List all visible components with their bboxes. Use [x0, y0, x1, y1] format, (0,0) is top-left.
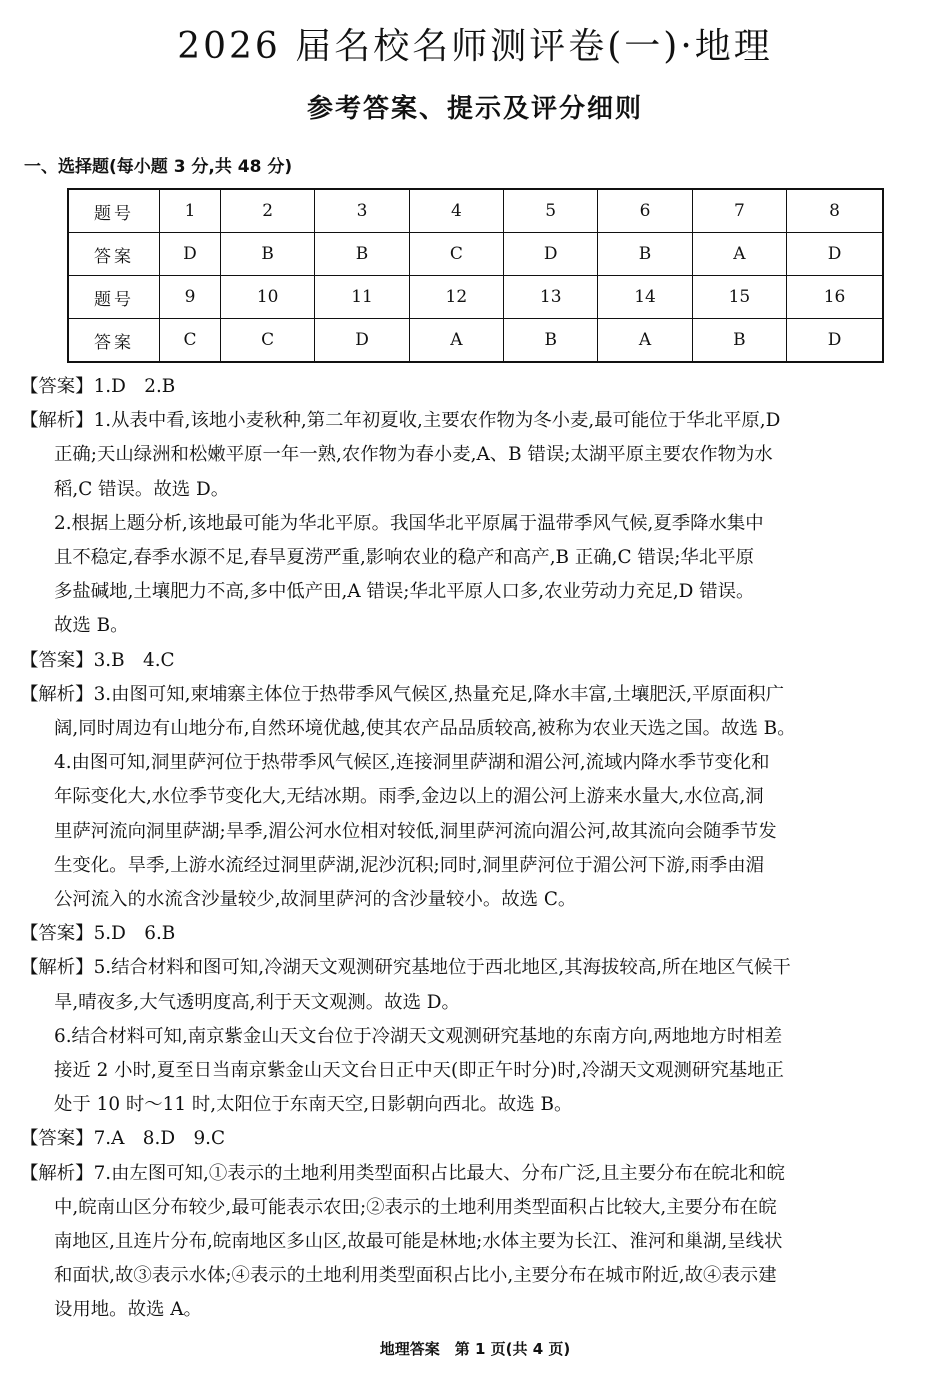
table-cell: 9	[160, 276, 221, 319]
table-cell: 7	[692, 189, 786, 233]
analysis-line: 阔,同时周边有山地分布,自然环境优越,使其农产品品质较高,被称为农业天选之国。故选 B。	[54, 718, 796, 740]
answer-line: 【答案】1.D 2.B	[20, 376, 176, 397]
analysis-line: 和面状,故③表示水体;④表示的土地利用类型面积占比小,主要分布在城市附近,故④表示建	[54, 1265, 777, 1287]
table-cell: 15	[692, 276, 786, 319]
analysis-line: 南地区,且连片分布,皖南地区多山区,故最可能是林地;水体主要为长江、淮河和巢湖,呈线状	[54, 1231, 783, 1253]
table-row	[68, 319, 883, 363]
table-cell: 8	[787, 189, 883, 233]
analysis-line: 旱,晴夜多,大气透明度高,利于天文观测。故选 D。	[54, 991, 460, 1013]
analysis-line: 里萨河流向洞里萨湖;旱季,湄公河水位相对较低,洞里萨河流向湄公河,故其流向会随季节发	[54, 820, 777, 842]
table-cell: 4	[409, 189, 503, 233]
table-cell: D	[504, 233, 598, 276]
table-cell: 10	[221, 276, 315, 319]
analysis-line: 中,皖南山区分布较少,最可能表示农田;②表示的土地利用类型面积占比较大,主要分布在皖	[54, 1196, 777, 1218]
analysis-line: 接近 2 小时,夏至日当南京紫金山天文台日正中天(即正午时分)时,冷湖天文观测研究基地正	[54, 1060, 784, 1082]
analysis-line: 稻,C 错误。故选 D。	[54, 478, 230, 500]
table-cell: C	[221, 319, 315, 363]
table-cell: 1	[160, 189, 221, 233]
table-cell: D	[315, 319, 409, 363]
analysis-line: 处于 10 时～11 时,太阳位于东南天空,日影朝向西北。故选 B。	[54, 1094, 573, 1116]
analysis-line: 2.根据上题分析,该地最可能为华北平原。我国华北平原属于温带季风气候,夏季降水集中	[54, 512, 764, 534]
analysis-line: 故选 B。	[54, 615, 129, 637]
answer-line: 【答案】3.B 4.C	[20, 649, 175, 671]
table-cell: 11	[315, 276, 409, 319]
analysis-line: 【解析】3.由图可知,柬埔寨主体位于热带季风气候区,热量充足,降水丰富,土壤肥沃,平原面积广	[20, 683, 785, 705]
table-cell: C	[409, 233, 503, 276]
table-cell: A	[598, 319, 692, 363]
analysis-line: 设用地。故选 A。	[54, 1299, 202, 1321]
table-row	[68, 189, 883, 233]
table-row	[68, 233, 883, 276]
analysis-line: 6.结合材料可知,南京紫金山天文台位于冷湖天文观测研究基地的东南方向,两地地方时相差	[54, 1025, 783, 1047]
table-cell: 12	[409, 276, 503, 319]
table-cell: 13	[504, 276, 598, 319]
table-cell: 3	[315, 189, 409, 233]
table-row	[68, 276, 883, 319]
table-cell: 5	[504, 189, 598, 233]
table-cell: C	[160, 319, 221, 363]
page-subtitle: 参考答案、提示及评分细则	[306, 94, 643, 124]
analysis-line: 4.由图可知,洞里萨河位于热带季风气候区,连接洞里萨湖和湄公河,流域内降水季节变化和	[54, 752, 770, 774]
table-cell: D	[160, 233, 221, 276]
table-cell: B	[504, 319, 598, 363]
table-cell: D	[787, 319, 883, 363]
answer-table	[67, 188, 884, 363]
table-cell: 2	[221, 189, 315, 233]
page-footer: 地理答案 第 1 页(共 4 页)	[379, 1340, 571, 1358]
table-cell: B	[598, 233, 692, 276]
analysis-line: 生变化。旱季,上游水流经过洞里萨湖,泥沙沉积;同时,洞里萨河位于湄公河下游,雨季由湄	[54, 854, 765, 876]
table-cell: 题号	[68, 276, 160, 319]
answer-line: 【答案】5.D 6.B	[20, 923, 176, 945]
analysis-line: 且不稳定,春季水源不足,春旱夏涝严重,影响农业的稳产和高产,B 正确,C 错误;华北平原	[54, 547, 754, 569]
answer-explanations	[20, 370, 936, 1328]
table-cell: B	[221, 233, 315, 276]
analysis-line: 【解析】7.由左图可知,①表示的土地利用类型面积占比最大、分布广泛,且主要分布在皖北和皖	[20, 1162, 785, 1184]
table-cell: 6	[598, 189, 692, 233]
table-cell: 题号	[68, 189, 160, 233]
analysis-line: 多盐碱地,土壤肥力不高,多中低产田,A 错误;华北平原人口多,农业劳动力充足,D 错误。	[54, 581, 755, 603]
table-cell: 14	[598, 276, 692, 319]
analysis-line: 正确;天山绿洲和松嫩平原一年一熟,农作物为春小麦,A、B 错误;太湖平原主要农作物为水	[54, 444, 773, 466]
table-cell: 答案	[68, 233, 160, 276]
table-cell: A	[409, 319, 503, 363]
table-cell: 答案	[68, 319, 160, 363]
section-heading: 一、选择题(每小题 3 分,共 48 分)	[24, 157, 293, 177]
table-cell: 16	[787, 276, 883, 319]
analysis-line: 【解析】5.结合材料和图可知,冷湖天文观测研究基地位于西北地区,其海拔较高,所在地区气候干	[20, 957, 791, 979]
answer-line: 【答案】7.A 8.D 9.C	[20, 1128, 226, 1150]
table-cell: D	[787, 233, 883, 276]
analysis-line: 公河流入的水流含沙量较少,故洞里萨河的含沙量较小。故选 C。	[54, 889, 577, 911]
page-title: 2026 届名校名师测评卷(一)·地理	[177, 26, 773, 67]
table-cell: B	[692, 319, 786, 363]
analysis-line: 【解析】1.从表中看,该地小麦秋种,第二年初夏收,主要农作物为冬小麦,最可能位于华北平原,D	[20, 410, 781, 432]
table-cell: A	[692, 233, 786, 276]
analysis-line: 年际变化大,水位季节变化大,无结冰期。雨季,金边以上的湄公河上游来水量大,水位高,洞	[54, 786, 764, 808]
table-cell: B	[315, 233, 409, 276]
